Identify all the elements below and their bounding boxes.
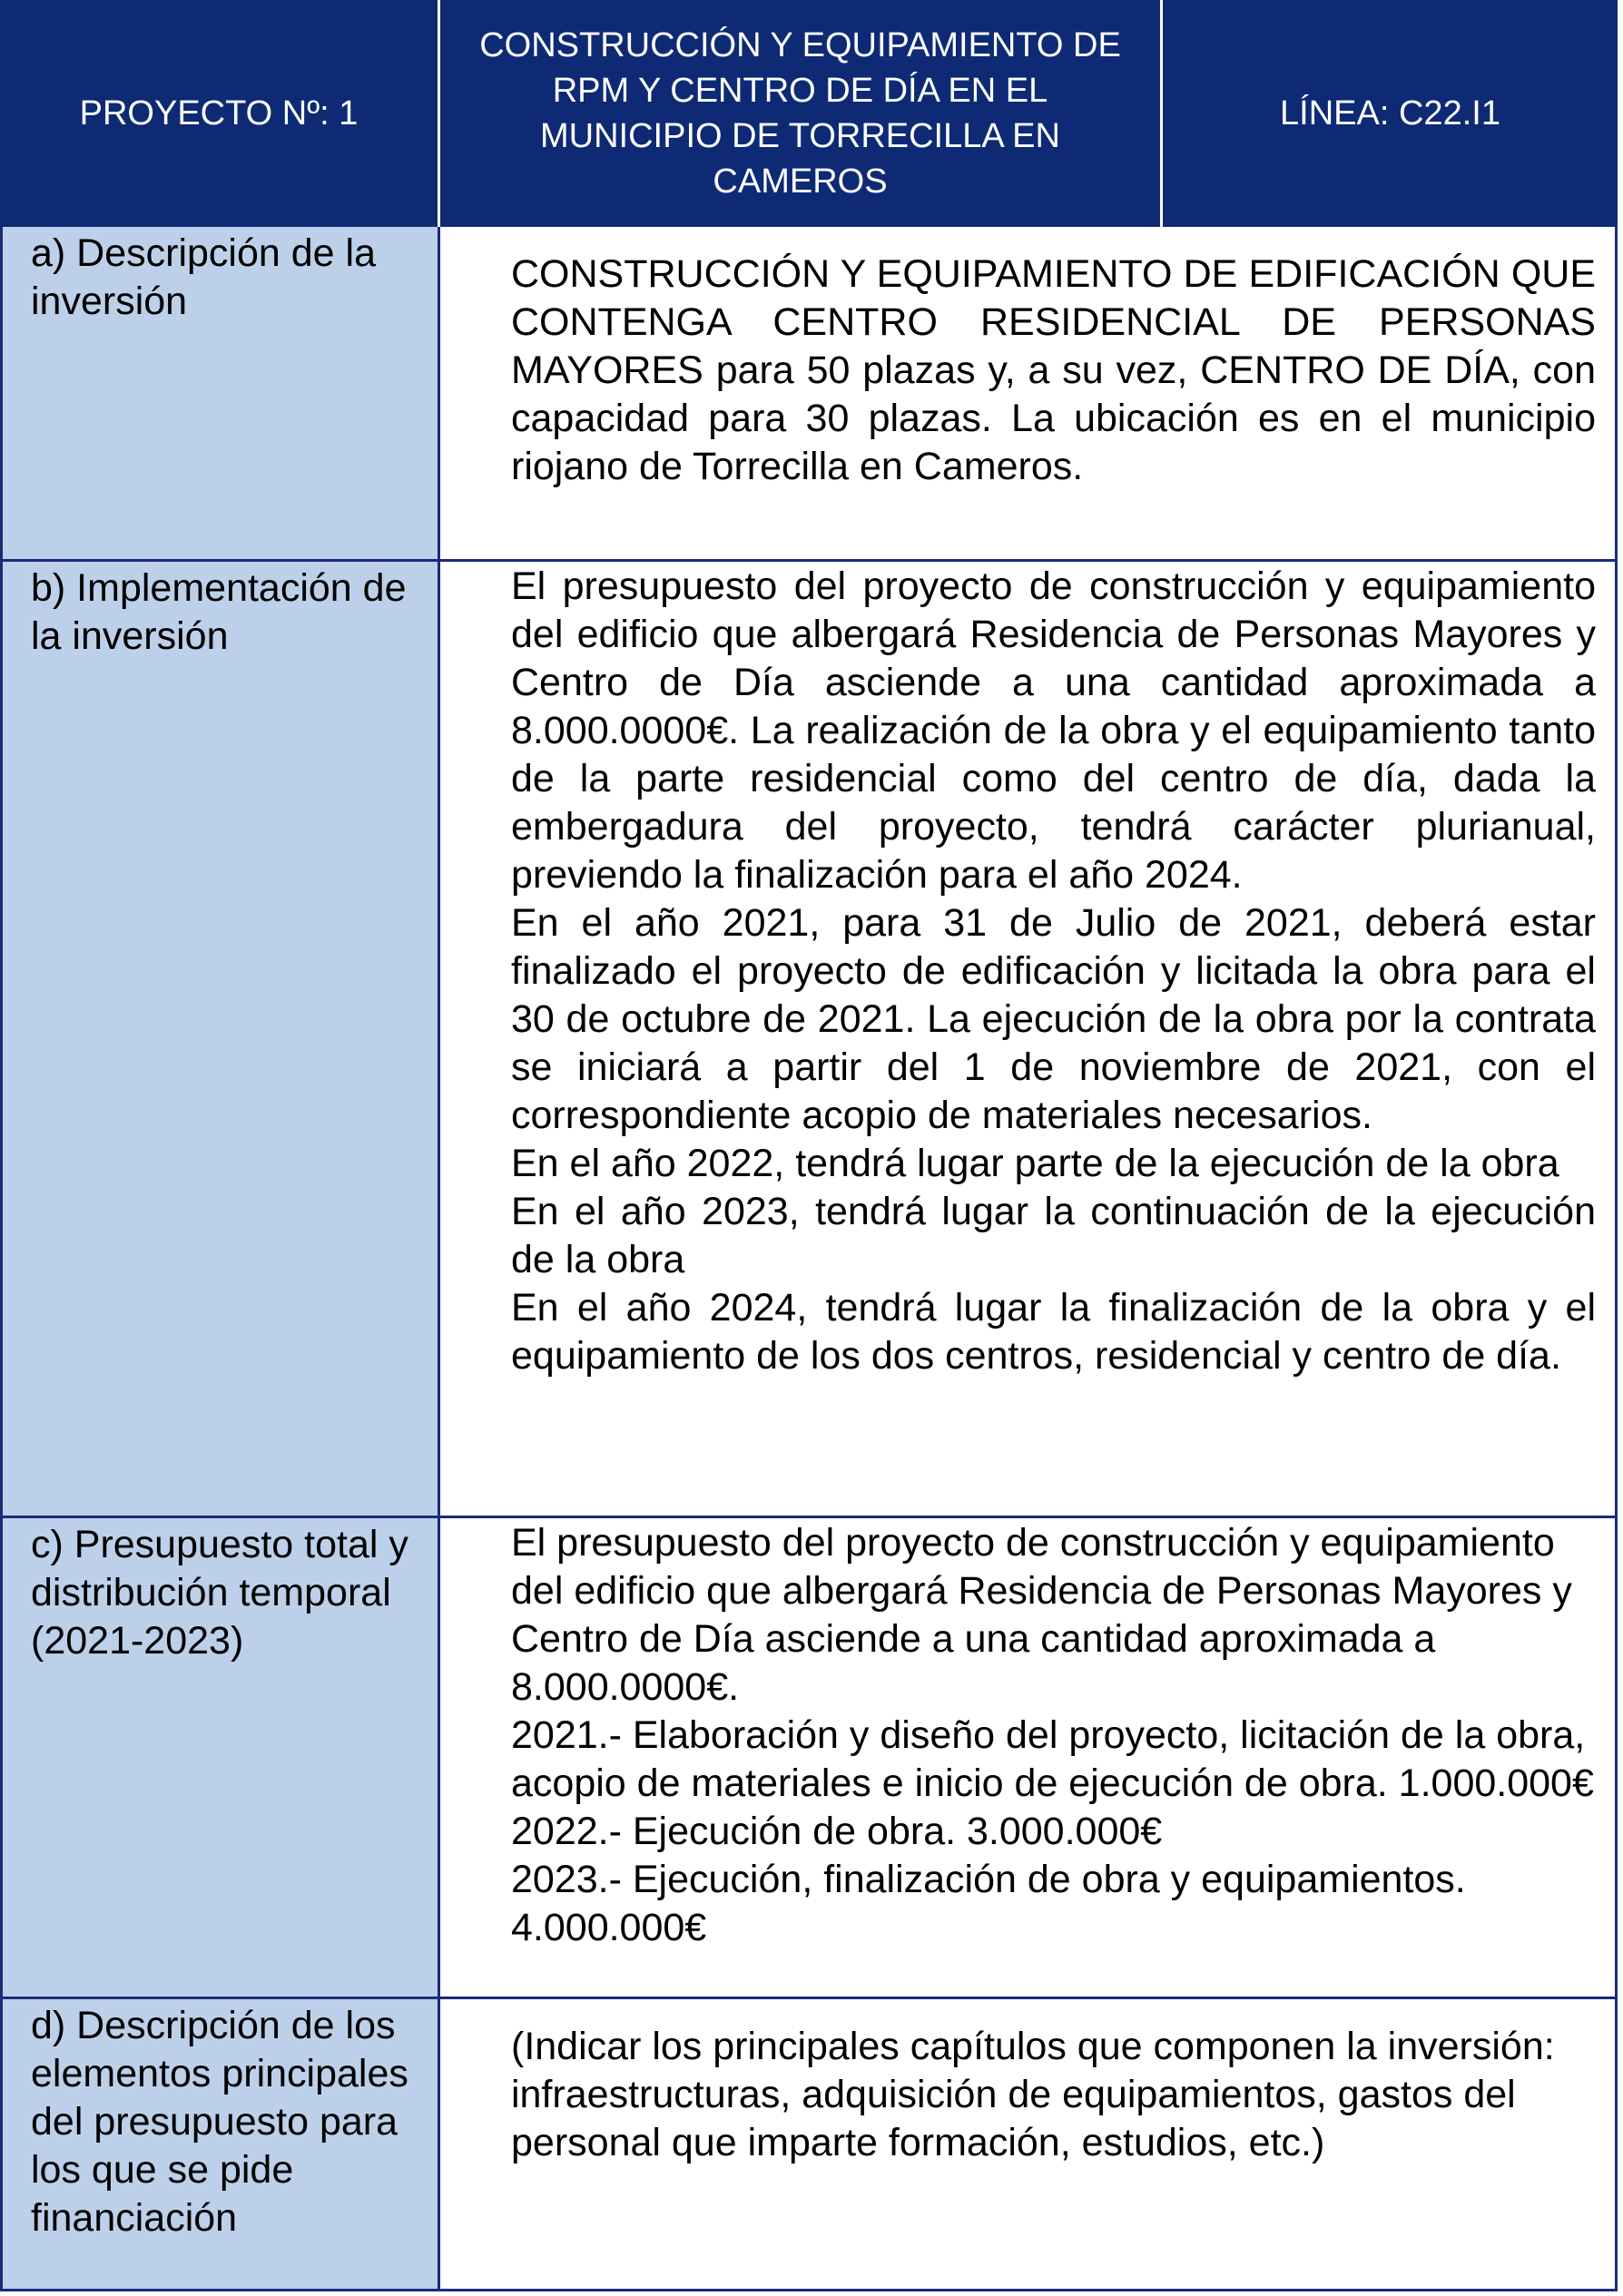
paragraph: El presupuesto del proyecto de construcción y equipamiento del edificio que albergará Residencia de Personas Mayores y Centro de Día asciende a una cantidad aproximada a 8.000.0000€. La realización de la obra y el equipamiento tanto de la parte residencial como del centro de día, dada la embergadura del proyecto, tendrá carácter plurianual, previendo la finalización para el año 2024. (511, 564, 1596, 897)
paragraph: 2023.- Ejecución, finalización de obra y equipamientos. 4.000.000€ (511, 1858, 1466, 1949)
column-divider (438, 227, 440, 559)
row-label-elementos: d) Descripción de los elementos principales del presupuesto para los que se pide financiación (3, 1999, 438, 2289)
paragraph: En el año 2023, tendrá lugar la continuación de la ejecución de la obra (511, 1190, 1596, 1281)
row-label-presupuesto: c) Presupuesto total y distribución temporal (2021-2023) (3, 1518, 438, 1997)
paragraph: (Indicar los principales capítulos que componen la inversión: infraestructuras, adquisición de equipamientos, gastos del personal que imparte formación, estudios, etc.) (511, 2025, 1555, 2164)
column-divider (438, 1518, 440, 1997)
paragraph: El presupuesto del proyecto de construcción y equipamiento del edificio que albergará Residencia de Personas Mayores y Centro de Día asciende a una cantidad aproximada a 8.000.0000€. (511, 1521, 1572, 1709)
paragraph: 2022.- Ejecución de obra. 3.000.000€ (511, 1810, 1163, 1853)
row-content-presupuesto (511, 1519, 1596, 1952)
row-content-elementos (511, 2023, 1596, 2167)
row-label-implementacion: b) Implementación de la inversión (3, 562, 438, 1516)
column-divider (438, 1999, 440, 2289)
header-project-number: PROYECTO Nº: 1 (0, 0, 438, 227)
paragraph: En el año 2021, para 31 de Julio de 2021, deberá estar finalizado el proyecto de edificación y licitada la obra para el 30 de octubre de 2021. La ejecución de la obra por la contrata se iniciará a partir del 1 de noviembre de 2021, con el correspondiente acopio de materiales necesarios. (511, 901, 1596, 1137)
row-content-implementacion (511, 563, 1596, 1380)
paragraph: CONSTRUCCIÓN Y EQUIPAMIENTO DE EDIFICACIÓN QUE CONTENGA CENTRO RESIDENCIAL DE PERSONAS MAYORES para 50 plazas y, a su vez, CENTRO DE DÍA, con capacidad para 30 plazas. La ubicación es en el municipio riojano de Torrecilla en Cameros. (511, 252, 1596, 488)
header-line: LÍNEA: C22.I1 (1163, 0, 1618, 227)
header-project-title: CONSTRUCCIÓN Y EQUIPAMIENTO DE RPM Y CENTRO DE DÍA EN EL MUNICIPIO DE TORRECILLA EN CAMEROS (440, 0, 1160, 227)
paragraph: 2021.- Elaboración y diseño del proyecto, licitación de la obra, acopio de materiales e inicio de ejecución de obra. 1.000.000€ (511, 1713, 1594, 1805)
column-divider (438, 562, 440, 1516)
row-content-descripcion (511, 250, 1596, 491)
paragraph: En el año 2022, tendrá lugar parte de la ejecución de la obra (511, 1142, 1559, 1185)
paragraph: En el año 2024, tendrá lugar la finalización de la obra y el equipamiento de los dos centros, residencial y centro de día. (511, 1286, 1596, 1378)
row-label-descripcion: a) Descripción de la inversión (3, 227, 438, 559)
